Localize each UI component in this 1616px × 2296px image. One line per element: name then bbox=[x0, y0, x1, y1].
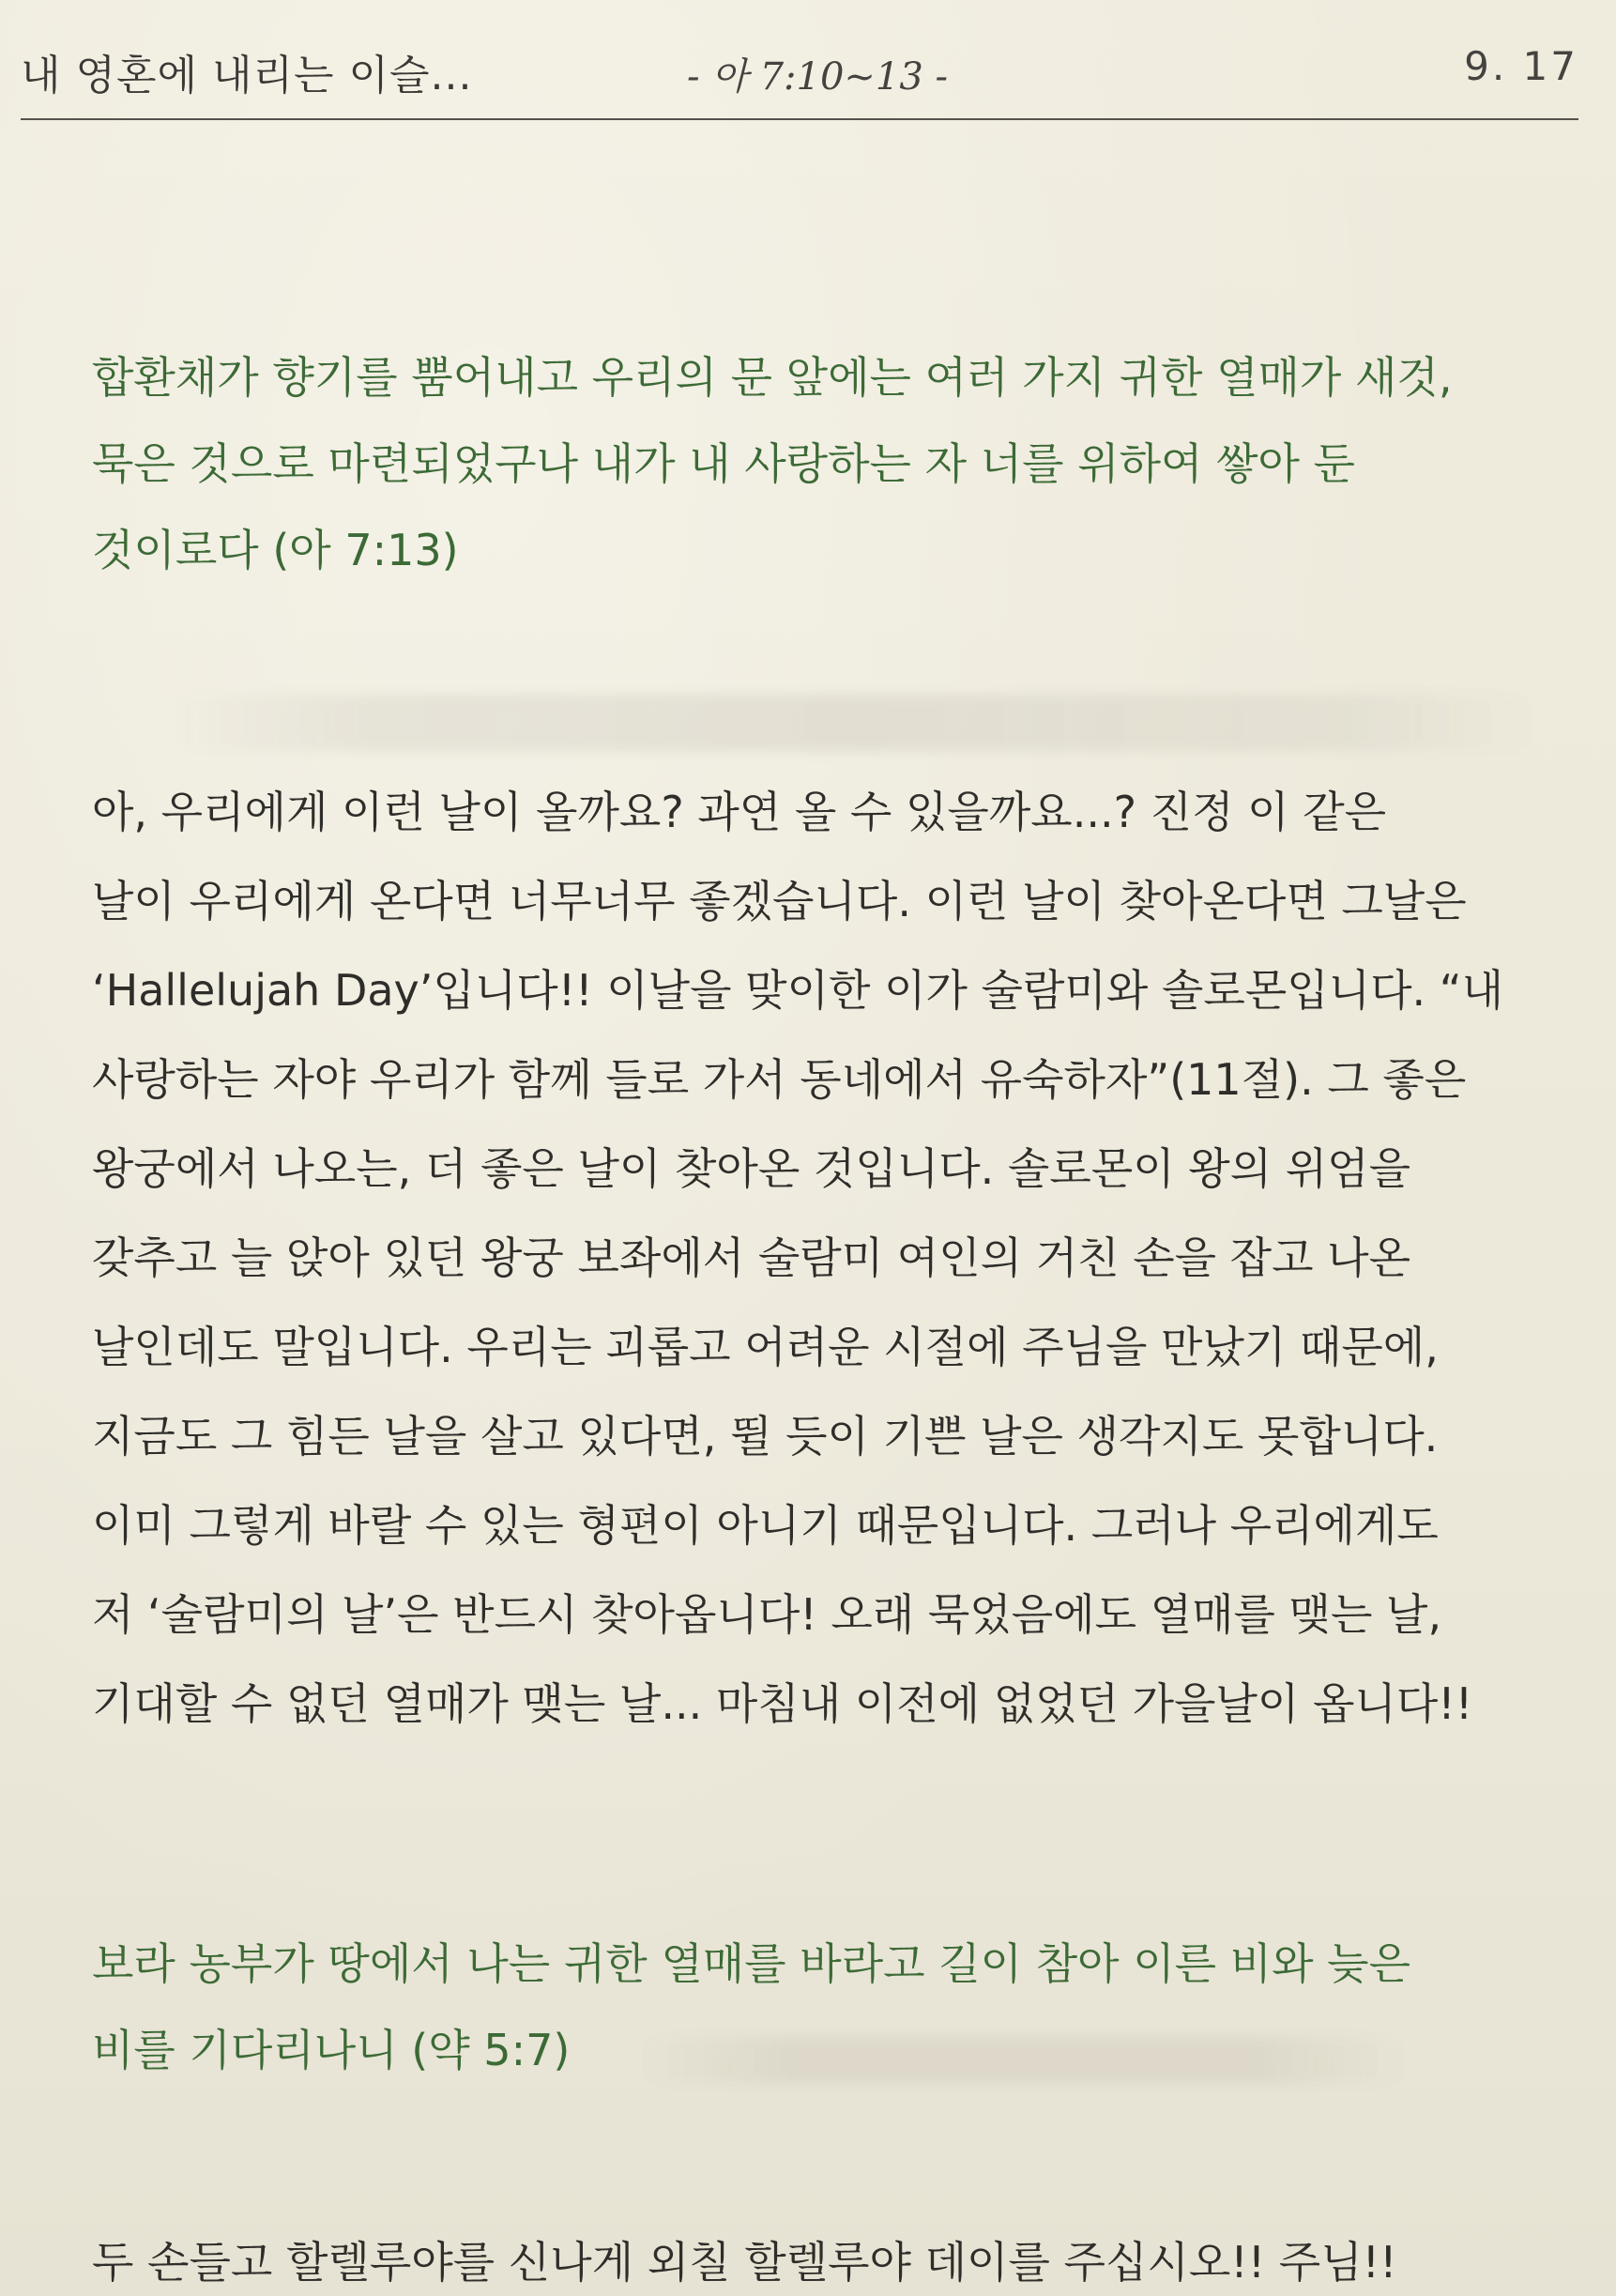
body-line: 지금도 그 힘든 날을 살고 있다면, 뛸 듯이 기쁜 날은 생각지도 못합니다. bbox=[92, 1411, 1439, 1462]
verse-line: 비를 기다리나니 (약 5:7) bbox=[92, 2025, 571, 2075]
devotional-body bbox=[92, 768, 1575, 1749]
book-title: 내 영혼에 내리는 이슬... bbox=[21, 52, 473, 99]
body-line: 아, 우리에게 이런 날이 올까요? 과연 올 수 있을까요...? 진정 이 같은 bbox=[92, 787, 1387, 837]
opening-verse bbox=[92, 334, 1556, 593]
closing-prayer bbox=[92, 2234, 1575, 2290]
body-line: 날인데도 말입니다. 우리는 괴롭고 어려운 시절에 주님을 만났기 때문에, bbox=[92, 1322, 1439, 1372]
body-line: 저 ‘술람미의 날’은 반드시 찾아옵니다! 오래 묵었음에도 열매를 맺는 날, bbox=[92, 1589, 1442, 1640]
body-line: 사랑하는 자야 우리가 함께 들로 가서 동네에서 유숙하자”(11절). 그 좋은 bbox=[92, 1054, 1467, 1105]
page-date: 9. 17 bbox=[1464, 43, 1578, 89]
body-line: ‘Hallelujah Day’입니다!! 이날을 맞이한 이가 술람미와 솔로몬입니다. “내 bbox=[92, 965, 1504, 1016]
page-header bbox=[21, 41, 1578, 107]
verse-line: 합환채가 향기를 뿜어내고 우리의 문 앞에는 여러 가지 귀한 열매가 새것, bbox=[92, 352, 1453, 403]
verse-line: 묵은 것으로 마련되었구나 내가 내 사랑하는 자 너를 위하여 쌓아 둔 bbox=[92, 438, 1355, 489]
closing-verse bbox=[92, 1921, 1556, 2093]
body-line: 갖추고 늘 앉아 있던 왕궁 보좌에서 술람미 여인의 거친 손을 잡고 나온 bbox=[92, 1232, 1411, 1283]
body-line: 날이 우리에게 온다면 너무너무 좋겠습니다. 이런 날이 찾아온다면 그날은 bbox=[92, 876, 1467, 926]
scripture-reference: - 아 7:10~13 - bbox=[687, 55, 949, 99]
body-line: 왕궁에서 나오는, 더 좋은 날이 찾아온 것입니다. 솔로몬이 왕의 위엄을 bbox=[92, 1143, 1411, 1194]
header-divider bbox=[21, 118, 1578, 120]
prayer-line: 두 손들고 할렐루야를 신나게 외칠 할렐루야 데이를 주십시오!! 주님!! bbox=[92, 2237, 1397, 2288]
body-line: 기대할 수 없던 열매가 맺는 날... 마침내 이전에 없었던 가을날이 옵니다!! bbox=[92, 1678, 1473, 1729]
bleed-through-shadow bbox=[169, 695, 1539, 751]
verse-line: 것이로다 (아 7:13) bbox=[92, 525, 459, 575]
body-line: 이미 그렇게 바랄 수 있는 형편이 아니기 때문입니다. 그러나 우리에게도 bbox=[92, 1500, 1439, 1551]
verse-line: 보라 농부가 땅에서 나는 귀한 열매를 바라고 길이 참아 이른 비와 늦은 bbox=[92, 1938, 1411, 1989]
